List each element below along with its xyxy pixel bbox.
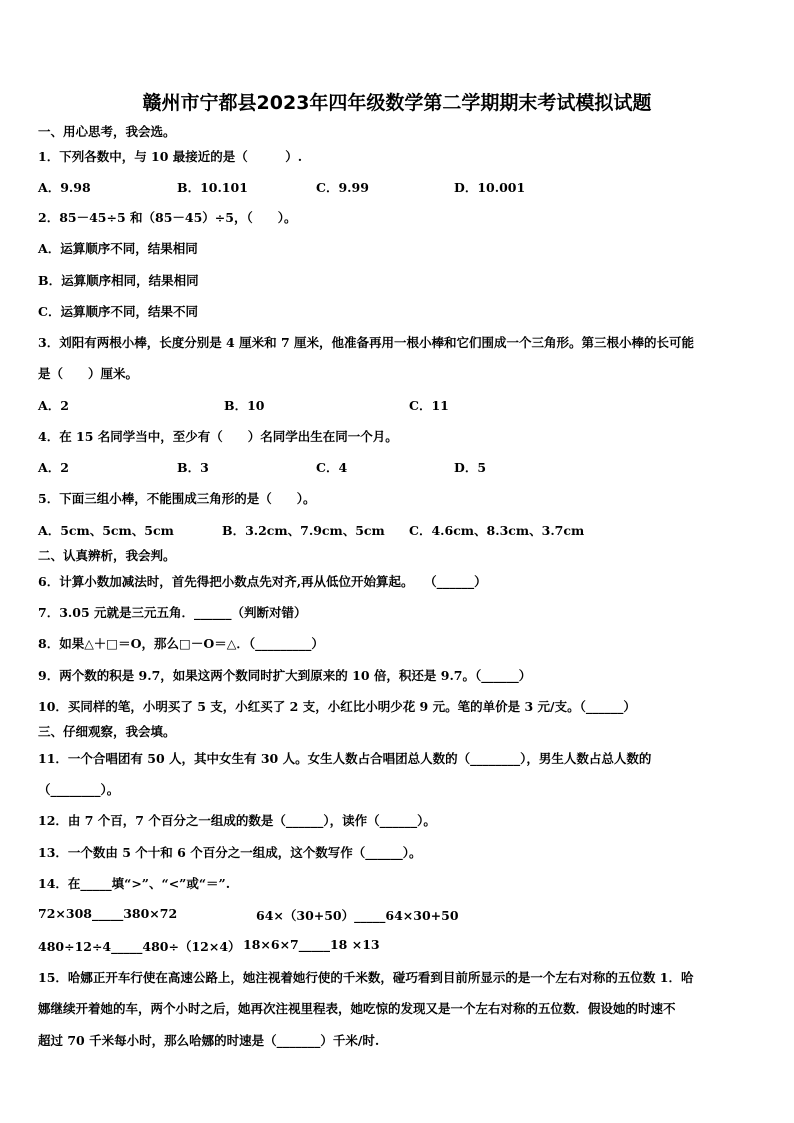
question-9: 9．两个数的积是 9.7，如果这两个数同时扩大到原来的 10 倍，积还是 9.7。（______）: [38, 668, 532, 683]
q14-item-d: 18×6×7_____18 ×13: [243, 937, 380, 952]
q1-option-c: C．9.99: [316, 180, 369, 195]
section-heading-2: 二、认真辨析，我会判。: [38, 548, 176, 563]
q3-option-c: C．11: [409, 398, 449, 413]
question-7: 7．3.05 元就是三元五角．______（判断对错）: [38, 605, 307, 620]
q2-option-a: A．运算顺序不同，结果相同: [38, 241, 198, 256]
question-5: 5．下面三组小棒，不能围成三角形的是（ ）。: [38, 491, 316, 506]
q14-item-c: 480÷12÷4_____480÷（12×4）: [38, 939, 241, 954]
q5-option-b: B．3.2cm、7.9cm、5cm: [222, 523, 385, 538]
page-title: 赣州市宁都县2023年四年级数学第二学期期末考试模拟试题: [142, 92, 652, 114]
q5-option-a: A．5cm、5cm、5cm: [38, 523, 174, 538]
question-1: 1．下列各数中，与 10 最接近的是（ ）.: [38, 149, 303, 164]
q4-option-a: A．2: [38, 460, 69, 475]
question-14: 14．在_____填“>”、“<”或“＝”.: [38, 876, 231, 891]
q1-option-a: A．9.98: [38, 180, 91, 195]
q14-item-b: 64×（30+50）_____64×30+50: [256, 908, 459, 923]
q5-option-c: C．4.6cm、8.3cm、3.7cm: [409, 523, 585, 538]
question-3-line-1: 3．刘阳有两根小棒，长度分别是 4 厘米和 7 厘米，他准备再用一根小棒和它们围成一个三角形。第三根小棒的长可能: [38, 335, 695, 350]
question-11-line-1: 11．一个合唱团有 50 人，其中女生有 30 人。女生人数占合唱团总人数的（________），男生人数占总人数的: [38, 751, 652, 766]
q1-option-b: B．10.101: [177, 180, 248, 195]
q3-option-a: A．2: [38, 398, 69, 413]
q1-option-d: D．10.001: [454, 180, 526, 195]
question-3-line-2: 是（ ）厘米。: [38, 366, 139, 381]
q14-item-a: 72×308_____380×72: [38, 906, 178, 921]
q4-option-b: B．3: [177, 460, 209, 475]
question-8: 8．如果△＋□＝O，那么□－O＝△．（_________）: [38, 636, 324, 651]
q2-option-c: C．运算顺序不同，结果不同: [38, 304, 198, 319]
q4-option-d: D．5: [454, 460, 487, 475]
section-heading-1: 一、用心思考，我会选。: [38, 124, 176, 139]
question-12: 12．由 7 个百，7 个百分之一组成的数是（______），读作（______）。: [38, 813, 436, 828]
question-10: 10．买同样的笔，小明买了 5 支，小红买了 2 支，小红比小明少花 9 元。笔的单价是 3 元/支。（______）: [38, 699, 636, 714]
question-13: 13．一个数由 5 个十和 6 个百分之一组成，这个数写作（______）。: [38, 845, 422, 860]
question-11-line-2: （________）。: [38, 782, 120, 797]
question-15-line-1: 15．哈娜正开车行使在高速公路上，她注视着她行使的千米数，碰巧看到目前所显示的是一个左右对称的五位数 1．哈: [38, 970, 694, 985]
q2-option-b: B．运算顺序相同，结果相同: [38, 273, 199, 288]
question-6: 6．计算小数加减法时，首先得把小数点先对齐,再从低位开始算起。 （______）: [38, 574, 487, 589]
question-2: 2．85－45÷5 和（85－45）÷5，（ ）。: [38, 210, 297, 225]
q4-option-c: C．4: [316, 460, 348, 475]
question-4: 4．在 15 名同学当中，至少有（ ）名同学出生在同一个月。: [38, 429, 398, 444]
question-15-line-3: 超过 70 千米每小时，那么哈娜的时速是（_______）千米/时.: [38, 1033, 380, 1048]
section-heading-3: 三、仔细观察，我会填。: [38, 724, 176, 739]
question-15-line-2: 娜继续开着她的车，两个小时之后，她再次注视里程表，她吃惊的发现又是一个左右对称的五位数．假设她的时速不: [38, 1001, 676, 1016]
q3-option-b: B．10: [224, 398, 265, 413]
